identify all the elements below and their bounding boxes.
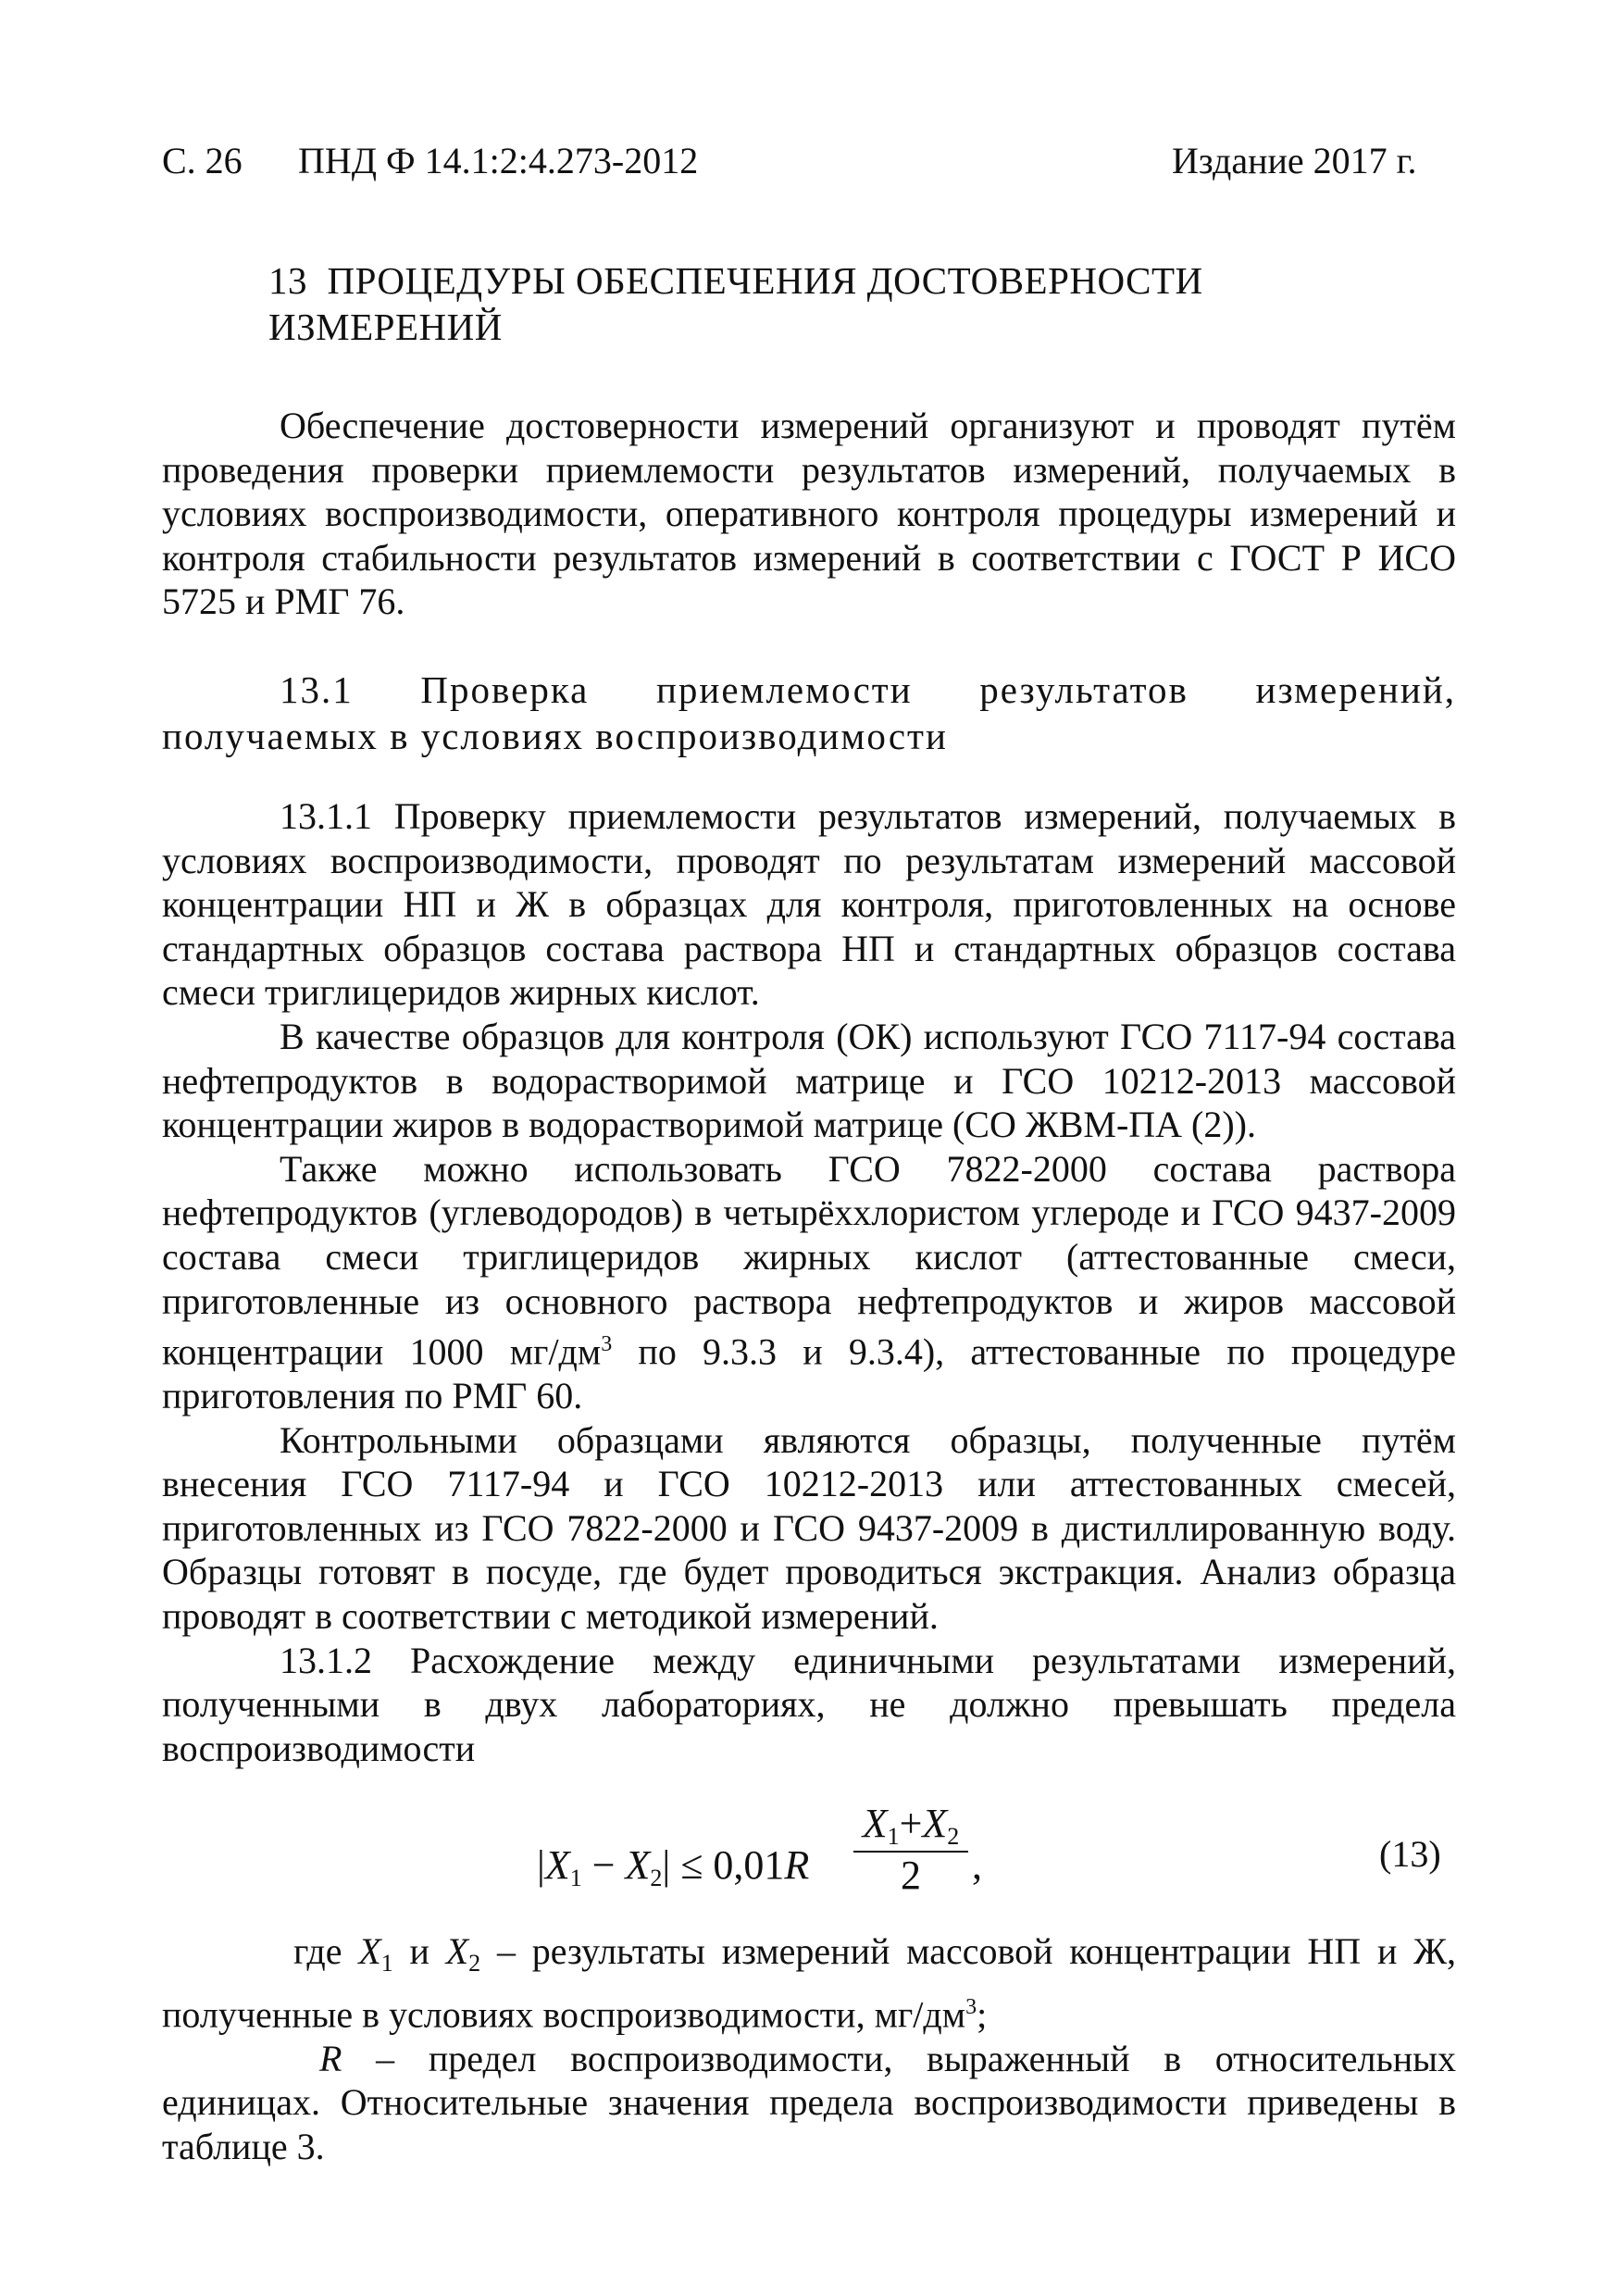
edition-year: Издание 2017 г. — [1172, 140, 1417, 181]
numerator-x1-sub: 1 — [887, 1823, 900, 1850]
paragraph-alternative-standards-part2: по 9.3.3 и 9.3.4), аттестованные по процедуре приготовления по РМГ 60. — [162, 1330, 1457, 1417]
formula-x1: X — [544, 1842, 570, 1888]
leq-sign: ≤ — [680, 1842, 703, 1888]
formula-r: R — [784, 1842, 810, 1888]
coefficient: 0,01 — [713, 1842, 785, 1888]
subsection-heading — [162, 667, 1456, 759]
section-intro: Обеспечение достоверности измерений организуют и проводят путём проведения проверки приемлемости результатов измерений, получаемых в условиях воспроизводимости, оперативного контроля процедуры измерений и контроля стабильности результатов измерений в соответствии с ГОСТ Р ИСО 5725 и РМГ 76. — [162, 405, 1456, 623]
abs-bar-left: | — [537, 1842, 545, 1888]
fraction-denominator: 2 — [901, 1853, 921, 1898]
formula-x2-sub: 2 — [650, 1865, 663, 1891]
where-unit-exponent: 3 — [965, 1994, 977, 2019]
document-code: ПНД Ф 14.1:2:4.273-2012 — [298, 140, 699, 181]
where-x2: X — [445, 1930, 469, 1972]
where-block — [162, 1929, 1456, 2168]
section-title-line2: ИЗМЕРЕНИЙ — [268, 306, 503, 348]
subsection-title: Проверка приемлемости результатов измерений, получаемых в условиях воспроизводимости — [162, 668, 1457, 757]
section-title — [268, 257, 1203, 350]
section-number: 13 — [268, 259, 307, 302]
abs-bar-right: | — [662, 1842, 671, 1888]
where-x-definition — [162, 1929, 1456, 2037]
paragraph-13-1-2: 13.1.2 Расхождение между единичными результатами измерений, полученными в двух лабораториях, не должно превышать предела воспроизводимости — [162, 1639, 1456, 1769]
section-title-line1: ПРОЦЕДУРЫ ОБЕСПЕЧЕНИЯ ДОСТОВЕРНОСТИ — [327, 259, 1203, 302]
where-x1: X — [358, 1930, 381, 1972]
fraction — [853, 1801, 968, 1899]
formula-13 — [537, 1801, 1441, 1921]
where-r-definition — [162, 2037, 1456, 2169]
unit-exponent: 3 — [601, 1332, 613, 1357]
where-x-description: – результаты измерений массовой концентрации НП и Ж, полученные в условиях воспроизводимости, мг/дм — [162, 1930, 1456, 2035]
paragraph-alternative-standards — [162, 1147, 1456, 1418]
where-r: R — [319, 2037, 342, 2079]
where-x1-sub: 1 — [380, 1950, 393, 1977]
paragraph-control-samples-definition: Контрольными образцами являются образцы, полученные путём внесения ГСО 7117-94 и ГСО 10212-2013 или аттестованных смесей, приготовленных из ГСО 7822-2000 и ГСО 9437-2009 в дистиллированную воду. Образцы готовят в посуде, где будет проводиться экстракция. Анализ образца проводят в соответствии с методикой измерений. — [162, 1418, 1456, 1638]
formula-comma: , — [972, 1842, 982, 1888]
fraction-numerator — [853, 1801, 968, 1850]
paragraph-control-samples: В качестве образцов для контроля (ОК) используют ГСО 7117-94 состава нефтепродуктов в водорастворимой матрице и ГСО 10212-2013 массовой концентрации жиров в водорастворимой матрице (СО ЖВМ-ПА (2)). — [162, 1015, 1456, 1146]
where-lead: где — [293, 1930, 359, 1972]
plus-sign: + — [899, 1801, 923, 1846]
where-x-end: ; — [977, 1992, 988, 2035]
formula-left-side — [537, 1841, 809, 1892]
where-r-description: – предел воспроизводимости, выраженный в относительных единицах. Относительные значения предела воспроизводимости приведены в таблице 3. — [162, 2037, 1456, 2167]
paragraph-13-1-1: 13.1.1 Проверку приемлемости результатов измерений, получаемых в условиях воспроизводимости, проводят по результатам измерений массовой концентрации НП и Ж в образцах для контроля, приготовленных на основе стандартных образцов состава раствора НП и стандартных образцов состава смеси триглицеридов жирных кислот. — [162, 795, 1456, 1014]
formula-x1-sub: 1 — [569, 1865, 582, 1891]
minus-sign: − — [591, 1842, 616, 1888]
numerator-x2-sub: 2 — [947, 1823, 960, 1850]
equation-number: (13) — [1379, 1833, 1441, 1875]
body-block — [162, 794, 1456, 1770]
page-number: С. 26 — [162, 140, 243, 181]
where-x2-sub: 2 — [468, 1950, 481, 1977]
where-and: и — [392, 1930, 446, 1972]
numerator-x2: X — [922, 1801, 948, 1846]
formula-x2: X — [625, 1842, 651, 1888]
subsection-number: 13.1 — [280, 668, 354, 711]
section-intro-block — [162, 404, 1456, 624]
paragraph-alternative-standards-part1: Также можно использовать ГСО 7822-2000 состава раствора нефтепродуктов (углеводородов) в четырёххлористом углероде и ГСО 9437-2009 состава смеси триглицеридов жирных кислот (аттестованные смеси, приготовленные из основного раствора нефтепродуктов и жиров массовой концентрации 1000 мг/дм — [162, 1147, 1456, 1373]
numerator-x1: X — [862, 1801, 888, 1846]
